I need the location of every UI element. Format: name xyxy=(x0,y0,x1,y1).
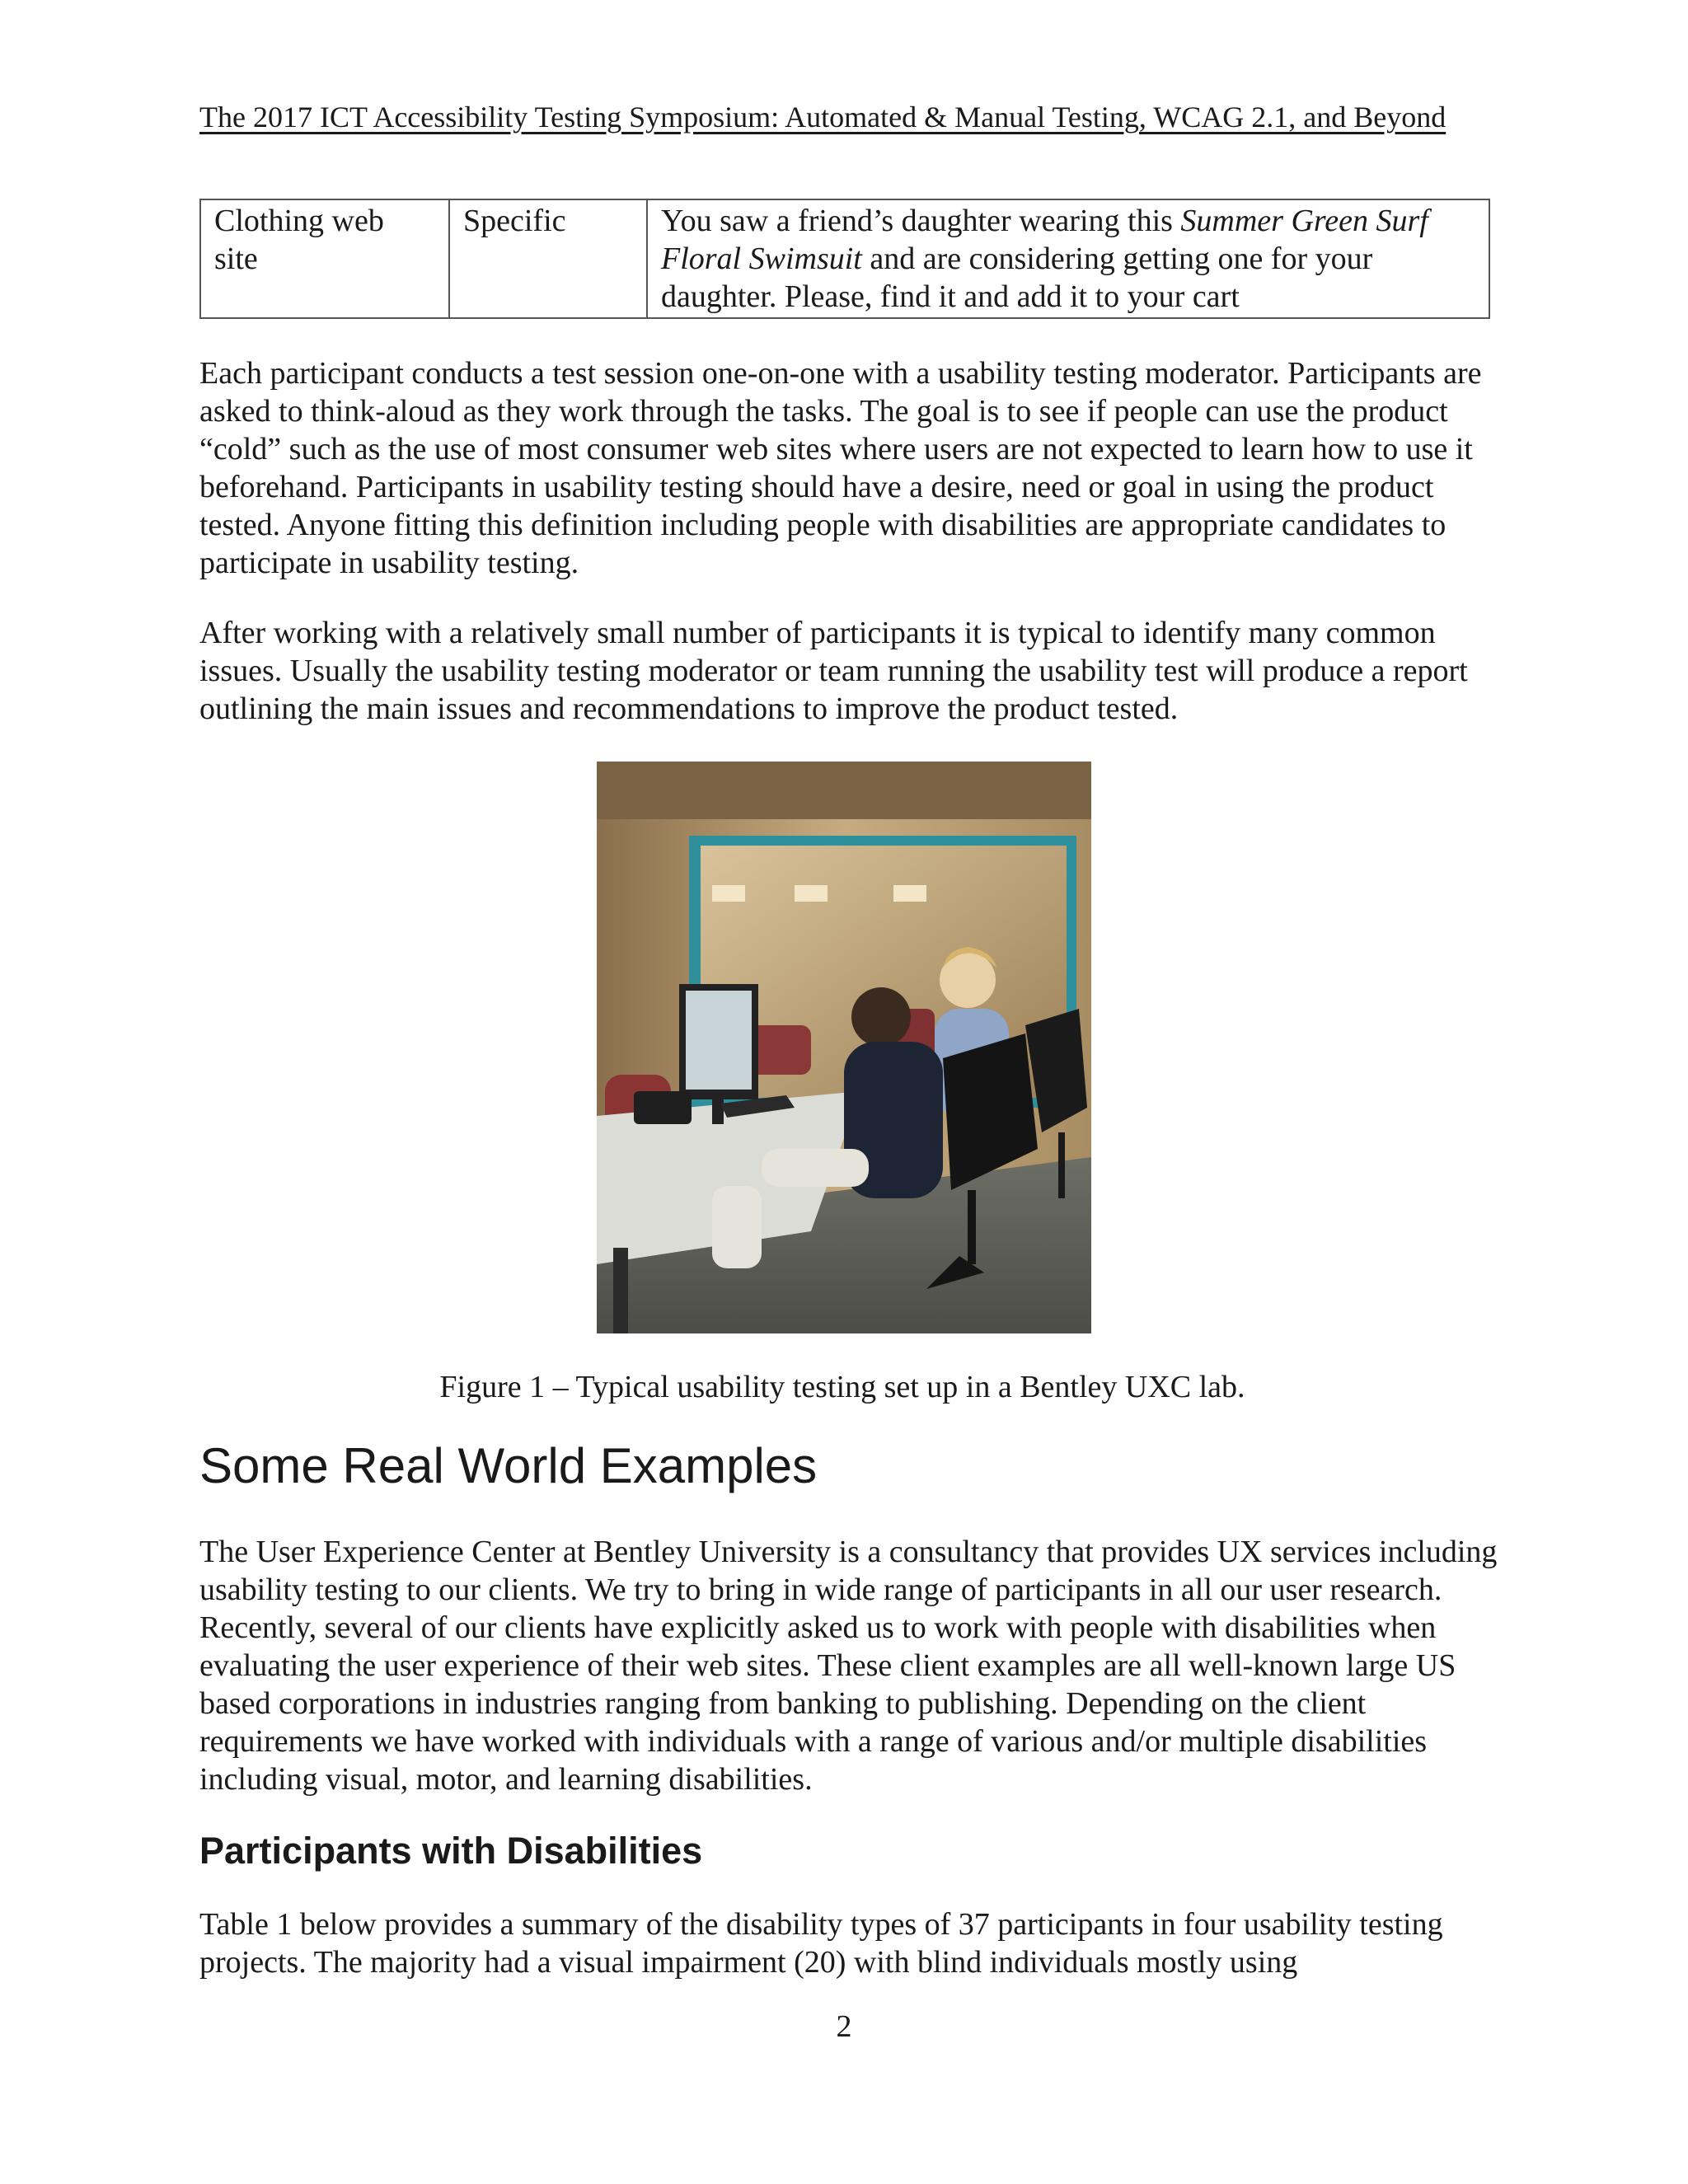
task-product-name: Summer Green Surf Floral Swimsuit xyxy=(661,204,1428,276)
paragraph-uxc-overview: The User Experience Center at Bentley University is a consultancy that provides UX services including usability testing to our clients. We try to bring in wide range of participants in all our user research. Recently, several of our clients have explicitly asked us to work with people with disabilities when evaluating the user experience of their web sites. These client examples are all well-known large US based corporations in industries ranging from banking to publishing. Depending on the client requirements we have worked with individuals with a range of various and/or multiple disabilities including visual, motor, and learning disabilities. xyxy=(199,1535,1498,1797)
running-header: The 2017 ICT Accessibility Testing Symposium: Automated & Manual Testing, WCAG 2.1, and Beyond xyxy=(199,101,1447,134)
section-heading: Some Real World Examples xyxy=(199,1438,818,1493)
table-row xyxy=(200,199,1489,318)
usability-lab-photo xyxy=(597,762,1091,1333)
paragraph-test-session: Each participant conducts a test session one-on-one with a usability testing moderator. Participants are asked to think-aloud as they work through the tasks. The goal is to see if people can use the product “cold” such as the use of most consumer web sites where users are not expected to learn how to use it beforehand. Participants in usability testing should have a desire, need or goal in using the product tested. Anyone fitting this definition including people with disabilities are appropriate candidates to participate in usability testing. xyxy=(199,356,1482,580)
task-text-end: and are considering getting one for your daughter. Please, find it and add it to your cart xyxy=(661,241,1373,314)
page-number: 2 xyxy=(836,2009,852,2044)
figure-caption: Figure 1 – Typical usability testing set up in a Bentley UXC lab. xyxy=(439,1370,1245,1404)
subsection-heading: Participants with Disabilities xyxy=(199,1830,703,1872)
task-table xyxy=(199,199,1490,319)
paragraph-table-summary: Table 1 below provides a summary of the disability types of 37 participants in four usability testing projects. The majority had a visual impairment (20) with blind individuals mostly using xyxy=(199,1907,1443,1980)
task-type-cell: Specific xyxy=(449,199,647,318)
task-site-cell: Clothing web site xyxy=(200,199,449,318)
task-text-start: You saw a friend’s daughter wearing this xyxy=(661,204,1181,238)
task-description-cell xyxy=(647,199,1489,318)
paragraph-common-issues: After working with a relatively small number of participants it is typical to identify many common issues. Usually the usability testing moderator or team running the usability test will produce a report outlining the main issues and recommendations to improve the product tested. xyxy=(199,616,1468,726)
